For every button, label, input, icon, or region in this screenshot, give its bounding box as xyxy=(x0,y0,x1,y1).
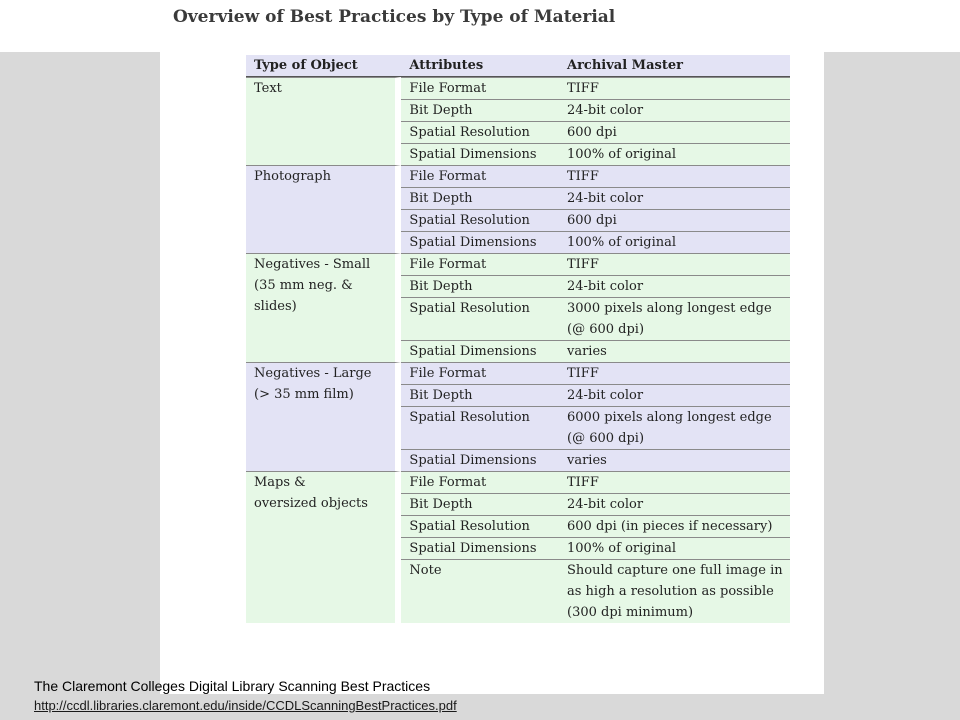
attribute-cell: Spatial Resolution xyxy=(401,209,559,231)
attribute-cell: Bit Depth xyxy=(401,187,559,209)
attribute-cell: Spatial Dimensions xyxy=(401,143,559,165)
archival-master-cell: 600 dpi xyxy=(559,209,790,231)
footer-caption: The Claremont Colleges Digital Library Scanning Best Practices xyxy=(34,678,431,694)
archival-master-cell: 24-bit color xyxy=(559,384,790,406)
attribute-cell: Spatial Resolution xyxy=(401,406,559,449)
attribute-cell: File Format xyxy=(401,362,559,384)
object-type-cell xyxy=(246,471,401,623)
archival-master-cell: varies xyxy=(559,449,790,471)
table-row xyxy=(246,471,790,493)
archival-master-cell: 3000 pixels along longest edge (@ 600 dpi) xyxy=(559,297,790,340)
archival-master-cell: 24-bit color xyxy=(559,99,790,121)
object-type-line: Text xyxy=(254,81,282,96)
archival-master-cell: TIFF xyxy=(559,77,790,99)
object-type-line: Negatives - Small xyxy=(254,257,371,272)
object-type-line: (35 mm neg. & slides) xyxy=(254,278,353,314)
attribute-cell: Bit Depth xyxy=(401,275,559,297)
archival-master-cell: 24-bit color xyxy=(559,493,790,515)
footer-source-link[interactable]: http://ccdl.libraries.claremont.edu/inside/CCDLScanningBestPractices.pdf xyxy=(34,698,457,713)
attribute-cell: Spatial Resolution xyxy=(401,121,559,143)
attribute-cell: Spatial Dimensions xyxy=(401,340,559,362)
table-row xyxy=(246,362,790,384)
archival-master-cell: Should capture one full image in as high a resolution as possible (300 dpi minimum) xyxy=(559,559,790,623)
attribute-cell: File Format xyxy=(401,471,559,493)
attribute-cell: Note xyxy=(401,559,559,623)
object-type-line: Negatives - Large xyxy=(254,366,372,381)
object-type-cell xyxy=(246,253,401,362)
table-row xyxy=(246,253,790,275)
attribute-cell: File Format xyxy=(401,253,559,275)
attribute-cell: Spatial Dimensions xyxy=(401,231,559,253)
best-practices-table-wrapper xyxy=(246,55,790,623)
header-attributes: Attributes xyxy=(401,55,559,77)
table-row xyxy=(246,77,790,99)
best-practices-table xyxy=(246,55,790,623)
table-row xyxy=(246,165,790,187)
archival-master-cell: 6000 pixels along longest edge (@ 600 dpi) xyxy=(559,406,790,449)
archival-master-cell: TIFF xyxy=(559,165,790,187)
table-header xyxy=(246,55,790,77)
document-title: Overview of Best Practices by Type of Material xyxy=(173,7,616,27)
object-type-cell xyxy=(246,77,401,165)
attribute-cell: File Format xyxy=(401,77,559,99)
attribute-cell: Spatial Resolution xyxy=(401,297,559,340)
archival-master-cell: 100% of original xyxy=(559,143,790,165)
header-archival-master: Archival Master xyxy=(559,55,790,77)
attribute-cell: Bit Depth xyxy=(401,384,559,406)
footer xyxy=(34,677,457,715)
table-body xyxy=(246,77,790,623)
archival-master-cell: varies xyxy=(559,340,790,362)
archival-master-cell: 600 dpi (in pieces if necessary) xyxy=(559,515,790,537)
archival-master-cell: TIFF xyxy=(559,253,790,275)
attribute-cell: Bit Depth xyxy=(401,99,559,121)
archival-master-cell: TIFF xyxy=(559,362,790,384)
archival-master-cell: TIFF xyxy=(559,471,790,493)
object-type-cell xyxy=(246,362,401,471)
archival-master-cell: 24-bit color xyxy=(559,187,790,209)
attribute-cell: Spatial Dimensions xyxy=(401,537,559,559)
archival-master-cell: 600 dpi xyxy=(559,121,790,143)
archival-master-cell: 24-bit color xyxy=(559,275,790,297)
archival-master-cell: 100% of original xyxy=(559,537,790,559)
attribute-cell: Spatial Resolution xyxy=(401,515,559,537)
object-type-cell xyxy=(246,165,401,253)
header-type-of-object: Type of Object xyxy=(246,55,401,77)
table-header-row xyxy=(246,55,790,77)
attribute-cell: Spatial Dimensions xyxy=(401,449,559,471)
archival-master-cell: 100% of original xyxy=(559,231,790,253)
object-type-line: oversized objects xyxy=(254,496,368,511)
attribute-cell: File Format xyxy=(401,165,559,187)
attribute-cell: Bit Depth xyxy=(401,493,559,515)
object-type-line: Photograph xyxy=(254,169,331,184)
object-type-line: (> 35 mm film) xyxy=(254,387,354,402)
object-type-line: Maps & xyxy=(254,475,306,490)
